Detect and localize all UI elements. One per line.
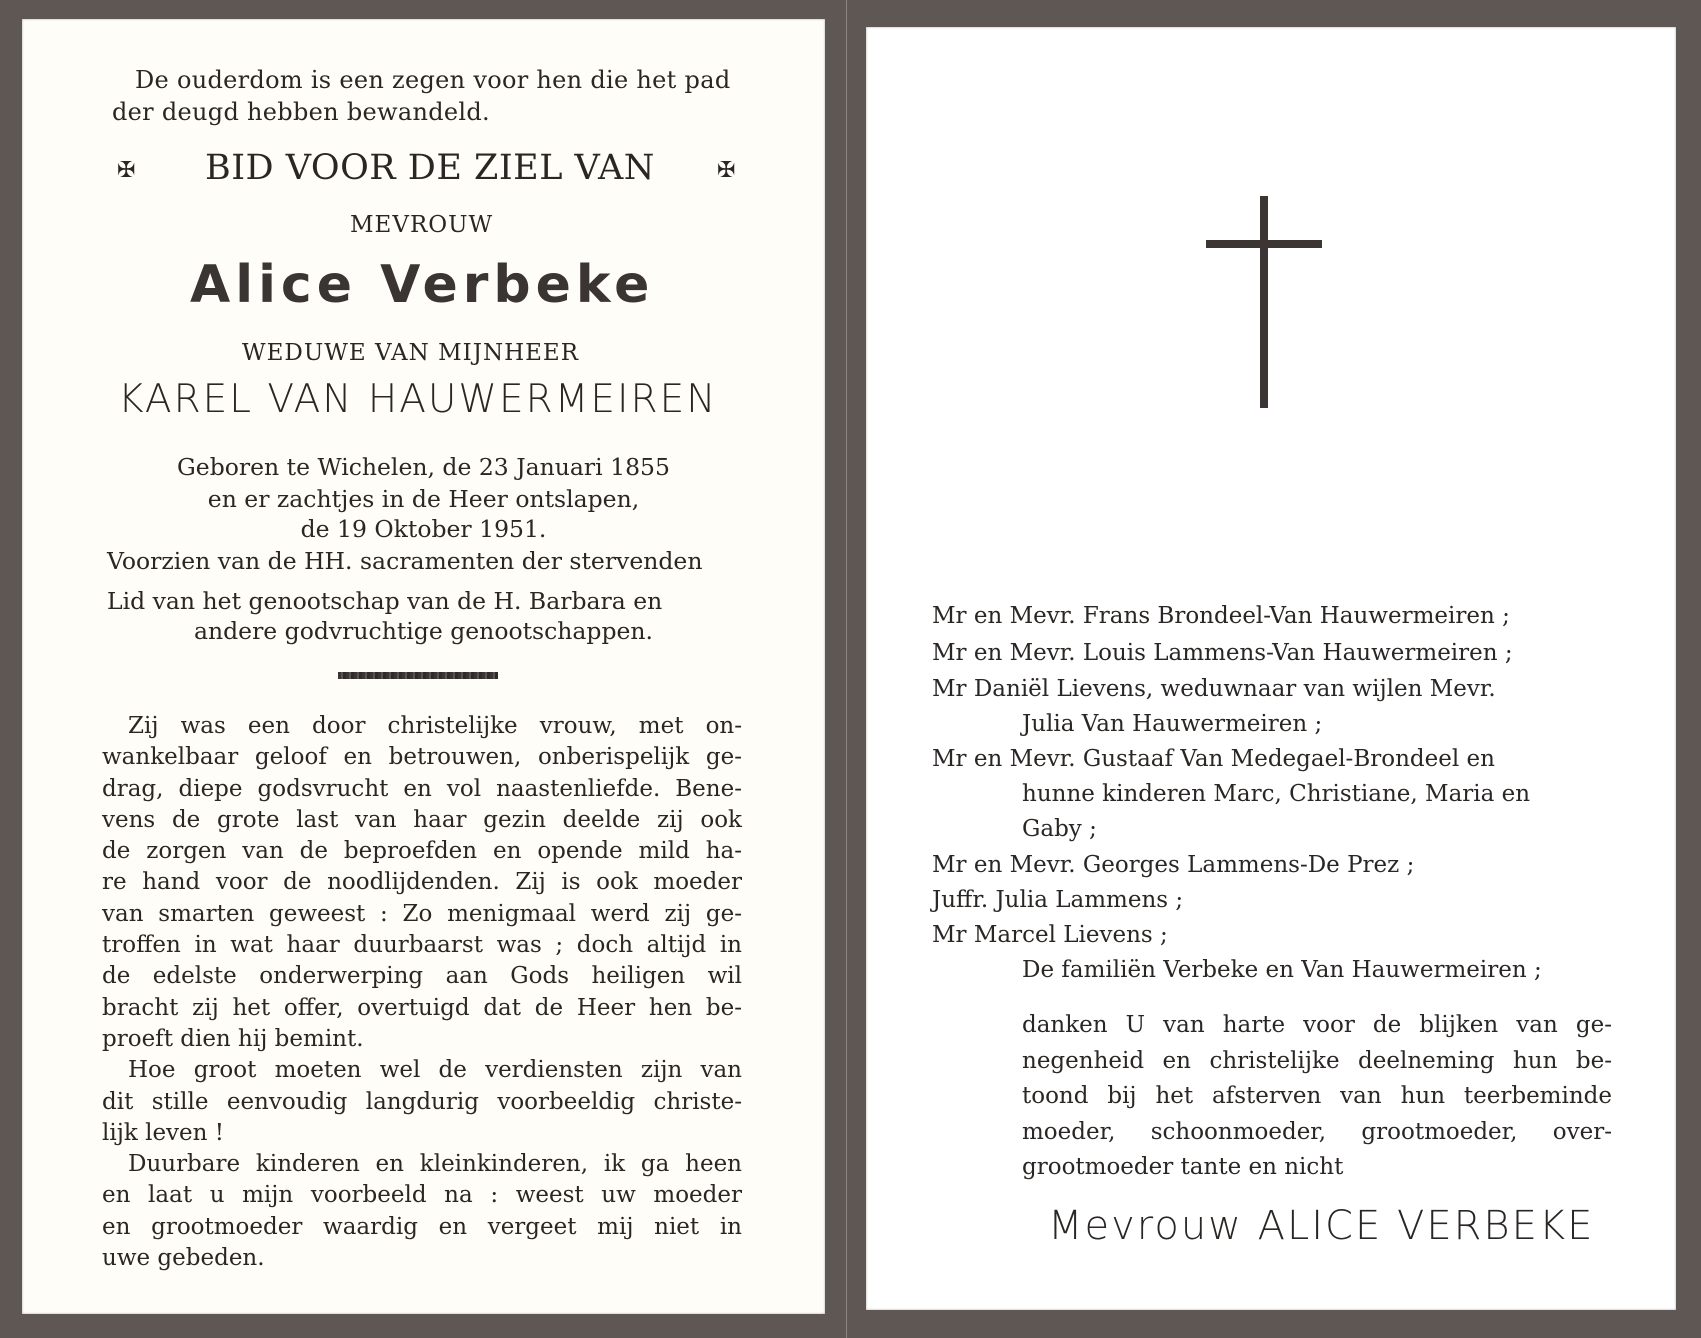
signature: Mevrouw ALICE VERBEKE [1048,1203,1595,1249]
motto-line-1: De ouderdom is een zegen voor hen die het pad [135,66,731,94]
eulogy-line: bracht zij het offer, overtuigd dat de Heer hen be- [102,994,742,1021]
thanks-line: grootmoeder tante en nicht [1022,1154,1344,1180]
eulogy-line: lijk leven ! [102,1119,225,1146]
thanks-line: negenheid en christelijke deelneming hun be- [1022,1047,1612,1074]
maltese-cross-icon-right: ✠ [717,158,736,183]
eulogy-line: de zorgen van de beproefden en opende mild ha- [102,838,742,865]
family-line: Julia Van Hauwermeiren ; [1022,711,1323,737]
eulogy-text [102,711,742,1274]
society-line-1: Lid van het genootschap van de H. Barbara en [107,587,663,615]
family-line: Gaby ; [1022,816,1097,842]
family-line: Mr Daniël Lievens, weduwnaar van wijlen Mevr. [932,676,1496,702]
eulogy-line: van smarten geweest : Zo menigmaal werd zij ge- [102,900,742,927]
eulogy-line: Hoe groot moeten wel de verdiensten zijn van [128,1057,742,1084]
eulogy-line: uwe gebeden. [102,1245,265,1272]
prayer-heading: BID VOOR DE ZIEL VAN [205,148,655,188]
widow-of-label: WEDUWE VAN MIJNHEER [242,340,580,366]
birth-line: Geboren te Wichelen, de 23 Januari 1855 [177,453,670,481]
family-line: Mr en Mevr. Georges Lammens-De Prez ; [932,852,1415,878]
family-line: Juffr. Julia Lammens ; [932,887,1184,913]
eulogy-line: dit stille eenvoudig langdurig voorbeeldig christe- [102,1088,742,1115]
family-line: Mr en Mevr. Gustaaf Van Medegael-Brondeel en [932,746,1495,772]
thanks-line: toond bij het afsterven van hun teerbeminde [1022,1083,1612,1109]
motto-line-2: der deugd hebben bewandeld. [112,98,490,126]
society-line-2: andere godvruchtige genootschappen. [193,617,654,645]
thanks-text [1022,1008,1612,1186]
death-date-line: de 19 Oktober 1951. [300,515,547,543]
eulogy-line: vens de grote last van haar gezin deelde zij ook [102,806,742,833]
eulogy-line: de edelste onderwerping aan Gods heiligen wil [102,963,742,990]
thanks-line: moeder, schoonmoeder, grootmoeder, over- [1022,1118,1612,1145]
eulogy-line: troffen in wat haar duurbaarst was ; doch altijd in [102,932,742,959]
latin-cross-icon-bar [1206,240,1322,248]
card-fold-line [846,0,847,1338]
husband-name: KAREL VAN HAUWERMEIREN [118,377,718,422]
eulogy-line: re hand voor de noodlijdenden. Zij is ook moeder [102,869,742,896]
family-line: Mr en Mevr. Frans Brondeel-Van Hauwermeiren ; [932,603,1510,629]
eulogy-line: en grootmoeder waardig en vergeet mij niet in [102,1213,742,1240]
family-line: De familiën Verbeke en Van Hauwermeiren ; [1022,957,1542,983]
title-mevrouw: MEVROUW [350,212,494,238]
deceased-name: Alice Verbeke [190,255,655,315]
eulogy-line: proeft dien hij bemint. [102,1025,364,1052]
eulogy-line: drag, diepe godsvrucht en vol naastenliefde. Bene- [102,775,742,802]
family-line: Mr en Mevr. Louis Lammens-Van Hauwermeiren ; [932,640,1513,666]
latin-cross-icon [1260,196,1268,408]
ornamental-divider [338,672,498,679]
thanks-line: danken U van harte voor de blijken van ge- [1022,1012,1612,1038]
family-line: hunne kinderen Marc, Christiane, Maria en [1022,781,1531,807]
eulogy-line: en laat u mijn voorbeeld na : weest uw moeder [102,1182,742,1209]
eulogy-line: Zij was een door christelijke vrouw, met on- [128,713,742,739]
sacraments-line: Voorzien van de HH. sacramenten der stervenden [107,547,703,575]
maltese-cross-icon-left: ✠ [117,158,136,183]
eulogy-line: Duurbare kinderen en kleinkinderen, ik ga heen [128,1151,742,1178]
family-line: Mr Marcel Lievens ; [932,922,1168,948]
eulogy-line: wankelbaar geloof en betrouwen, onberispelijk ge- [102,744,742,771]
death-line: en er zachtjes in de Heer ontslapen, [207,485,640,513]
